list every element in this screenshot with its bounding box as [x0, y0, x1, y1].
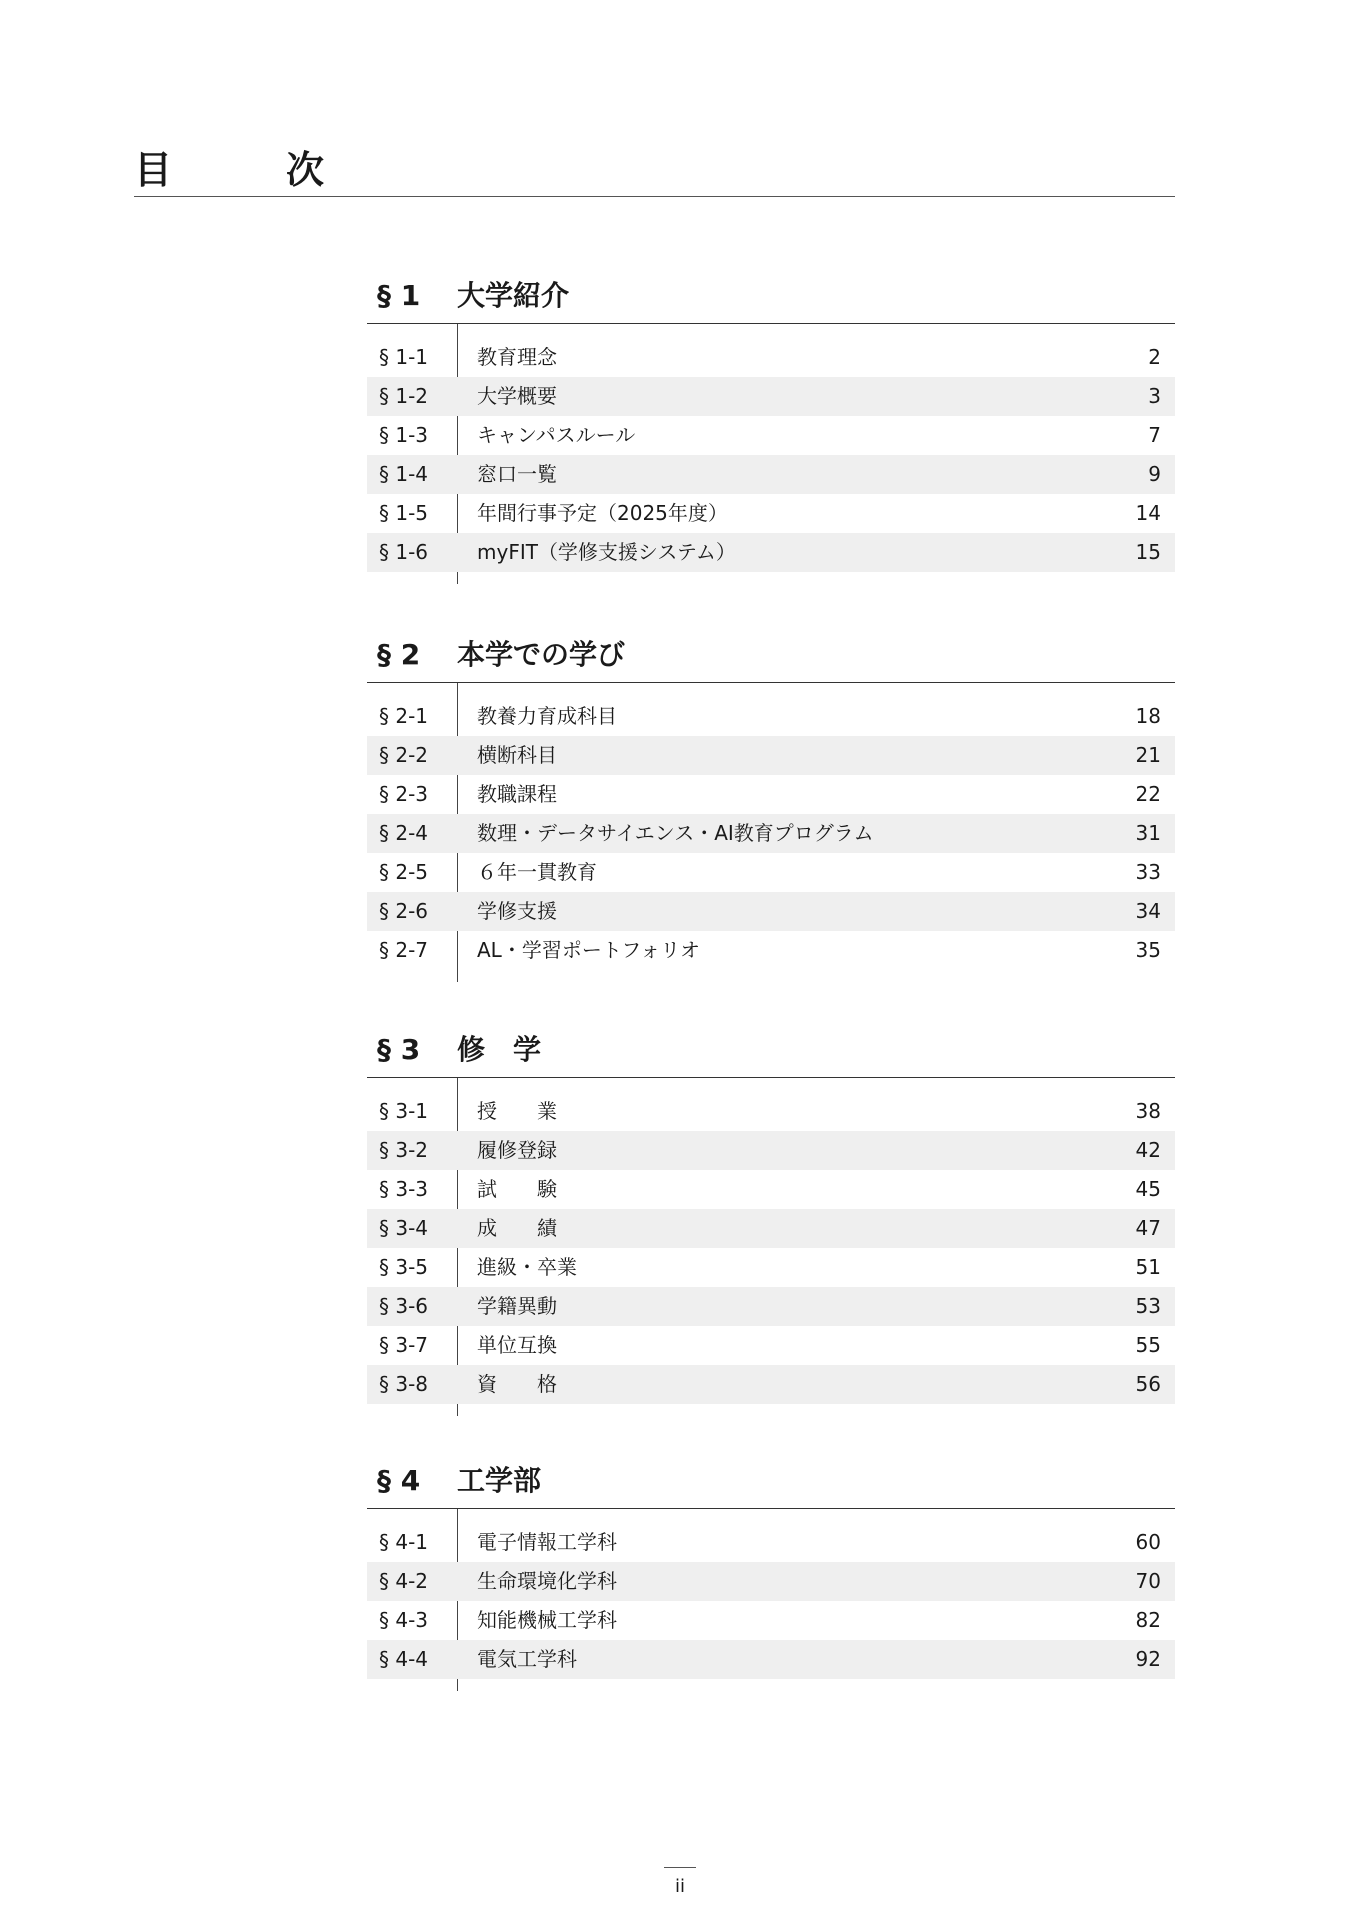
entry-label: 試 験 [477, 1177, 557, 1201]
entry-label: 教養力育成科目 [477, 704, 617, 728]
toc-entry[interactable] [367, 1365, 1175, 1404]
entry-label: 学籍異動 [477, 1294, 557, 1318]
entry-label: 学修支援 [477, 899, 557, 923]
entry-page: 22 [1135, 782, 1161, 806]
toc-entry[interactable] [367, 455, 1175, 494]
section-1 [367, 273, 1175, 584]
entry-number: § 3-4 [379, 1216, 429, 1240]
entry-number: § 2-6 [379, 899, 429, 923]
entry-page: 38 [1135, 1099, 1161, 1123]
entry-page: 34 [1135, 899, 1161, 923]
entry-label: 大学概要 [477, 384, 557, 408]
entry-label: 教職課程 [477, 782, 557, 806]
entry-number: § 2-1 [379, 704, 429, 728]
entry-page: 3 [1148, 384, 1161, 408]
entry-number: § 1-3 [379, 423, 429, 447]
toc-entry[interactable] [367, 931, 1175, 970]
section-header [367, 632, 1175, 683]
section-number: § 3 [377, 1033, 421, 1066]
entry-page: 7 [1148, 423, 1161, 447]
section-header [367, 1458, 1175, 1509]
toc-entry[interactable] [367, 814, 1175, 853]
toc-entry[interactable] [367, 1640, 1175, 1679]
entry-label: 電子情報工学科 [477, 1530, 617, 1554]
section-2 [367, 632, 1175, 982]
toc-entry[interactable] [367, 377, 1175, 416]
entry-label: AL・学習ポートフォリオ [477, 938, 701, 962]
entry-label: 教育理念 [477, 345, 557, 369]
entry-number: § 3-6 [379, 1294, 429, 1318]
entry-page: 60 [1135, 1530, 1161, 1554]
entry-page: 70 [1135, 1569, 1161, 1593]
toc-entry[interactable] [367, 1523, 1175, 1562]
entry-label: ６年一貫教育 [477, 860, 597, 884]
entry-number: § 1-1 [379, 345, 429, 369]
toc-entry[interactable] [367, 1326, 1175, 1365]
entry-label: 電気工学科 [477, 1647, 577, 1671]
entry-label: 資 格 [477, 1372, 557, 1396]
section-header [367, 1027, 1175, 1078]
toc-entry[interactable] [367, 1170, 1175, 1209]
section-title: 修 学 [457, 1033, 542, 1066]
section-entries [367, 683, 1175, 982]
section-number: § 1 [377, 279, 421, 312]
entry-number: § 1-4 [379, 462, 429, 486]
entry-number: § 3-2 [379, 1138, 429, 1162]
entry-label: 横断科目 [477, 743, 557, 767]
entry-page: 45 [1135, 1177, 1161, 1201]
toc-entry[interactable] [367, 494, 1175, 533]
entry-label: 生命環境化学科 [477, 1569, 617, 1593]
entry-label: 成 績 [477, 1216, 557, 1240]
section-entries [367, 1078, 1175, 1416]
entry-label: 進級・卒業 [477, 1255, 577, 1279]
entry-number: § 3-3 [379, 1177, 429, 1201]
toc-entry[interactable] [367, 736, 1175, 775]
section-entries [367, 1509, 1175, 1691]
toc-entry[interactable] [367, 1287, 1175, 1326]
entry-page: 53 [1135, 1294, 1161, 1318]
section-header [367, 273, 1175, 324]
entry-label: 履修登録 [477, 1138, 557, 1162]
entry-page: 2 [1148, 345, 1161, 369]
section-number: § 2 [377, 638, 421, 671]
toc-entry[interactable] [367, 1092, 1175, 1131]
toc-entry[interactable] [367, 416, 1175, 455]
toc-entry[interactable] [367, 697, 1175, 736]
entry-label: 年間行事予定（2025年度） [477, 501, 728, 525]
toc-entry[interactable] [367, 1562, 1175, 1601]
page-number: ii [674, 1876, 685, 1897]
entry-page: 18 [1135, 704, 1161, 728]
entry-page: 14 [1135, 501, 1161, 525]
entry-page: 92 [1135, 1647, 1161, 1671]
entry-number: § 2-2 [379, 743, 429, 767]
section-number: § 4 [377, 1464, 421, 1497]
toc-entry[interactable] [367, 1248, 1175, 1287]
entry-page: 42 [1135, 1138, 1161, 1162]
entry-label: 窓口一覧 [477, 462, 557, 486]
entry-page: 31 [1135, 821, 1161, 845]
toc-entry[interactable] [367, 892, 1175, 931]
section-entries [367, 324, 1175, 584]
entry-label: 知能機械工学科 [477, 1608, 617, 1632]
entry-number: § 2-3 [379, 782, 429, 806]
entry-number: § 3-1 [379, 1099, 429, 1123]
section-4 [367, 1458, 1175, 1691]
entry-number: § 3-8 [379, 1372, 429, 1396]
entry-label: 単位互換 [477, 1333, 557, 1357]
entry-page: 51 [1135, 1255, 1161, 1279]
entry-number: § 3-7 [379, 1333, 429, 1357]
entry-number: § 1-5 [379, 501, 429, 525]
entry-number: § 2-4 [379, 821, 429, 845]
entry-number: § 3-5 [379, 1255, 429, 1279]
entry-page: 55 [1135, 1333, 1161, 1357]
section-title: 本学での学び [457, 638, 626, 671]
toc-entry[interactable] [367, 1131, 1175, 1170]
entry-number: § 1-2 [379, 384, 429, 408]
entry-number: § 2-5 [379, 860, 429, 884]
section-title: 大学紹介 [457, 279, 570, 312]
toc-entry[interactable] [367, 338, 1175, 377]
toc-entry[interactable] [367, 1209, 1175, 1248]
footer-rule [664, 1867, 696, 1868]
entry-number: § 4-4 [379, 1647, 429, 1671]
entry-page: 33 [1135, 860, 1161, 884]
entry-number: § 4-3 [379, 1608, 429, 1632]
section-3 [367, 1027, 1175, 1416]
entry-number: § 4-1 [379, 1530, 429, 1554]
entry-number: § 4-2 [379, 1569, 429, 1593]
entry-label: 授 業 [477, 1099, 557, 1123]
entry-label: myFIT（学修支援システム） [477, 540, 736, 564]
entry-page: 56 [1135, 1372, 1161, 1396]
toc-entry[interactable] [367, 853, 1175, 892]
toc-entry[interactable] [367, 775, 1175, 814]
entry-number: § 2-7 [379, 938, 429, 962]
section-title: 工学部 [457, 1464, 542, 1497]
entry-page: 15 [1135, 540, 1161, 564]
entry-label: キャンパスルール [477, 423, 636, 447]
toc-entry[interactable] [367, 1601, 1175, 1640]
page-title: 目 次 [134, 148, 363, 192]
title-rule [134, 196, 1175, 197]
entry-page: 47 [1135, 1216, 1161, 1240]
entry-page: 9 [1148, 462, 1161, 486]
entry-label: 数理・データサイエンス・AI教育プログラム [477, 821, 874, 845]
toc-entry[interactable] [367, 533, 1175, 572]
entry-page: 21 [1135, 743, 1161, 767]
entry-page: 82 [1135, 1608, 1161, 1632]
entry-page: 35 [1135, 938, 1161, 962]
entry-number: § 1-6 [379, 540, 429, 564]
